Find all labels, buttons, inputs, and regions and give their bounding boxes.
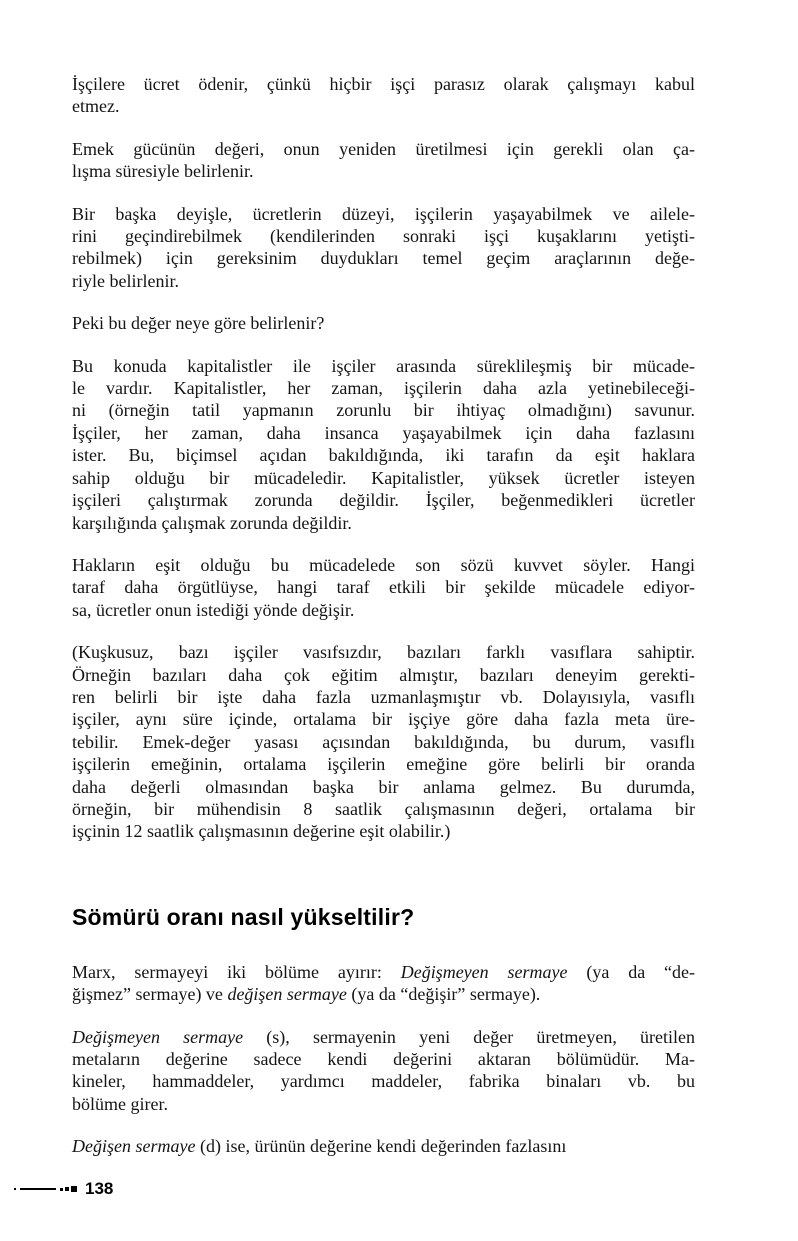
section-heading: Sömürü oranı nasıl yükseltilir? [72, 903, 415, 930]
text-line [72, 664, 695, 686]
text-segment: ğişmez” sermaye) ve [72, 984, 228, 1005]
text-line [72, 95, 695, 117]
text-line [72, 641, 695, 663]
text-line [72, 73, 695, 95]
text-segment: Bu konuda kapitalistler ile işçiler arasında süreklileşmiş bir mücade- [72, 355, 695, 376]
text-line [72, 983, 695, 1005]
text-line [72, 708, 695, 730]
text-line [72, 225, 695, 247]
text-segment: İşçilere ücret ödenir, çünkü hiçbir işçi parasız olarak çalışmayı kabul [72, 74, 695, 94]
text-segment: karşılığında çalışmak zorunda değildir. [72, 512, 352, 533]
text-line [72, 731, 695, 753]
text-segment: (ya da “de- [567, 961, 696, 982]
text-line [72, 1093, 695, 1115]
text-line [72, 422, 695, 444]
text-segment: (s), sermayenin yeni değer üretmeyen, üretilen [243, 1026, 695, 1047]
paragraph [72, 312, 695, 334]
paragraph [72, 355, 695, 534]
footer-square-icon [71, 1186, 77, 1192]
text-segment: Emek gücünün değeri, onun yeniden üretilmesi için gerekli olan ça- [72, 138, 695, 159]
text-segment: metaların değerine sadece kendi değerini aktaran bölümüdür. Ma- [72, 1049, 695, 1069]
text-segment: taraf daha örgütlüyse, hangi taraf etkili bir şekilde mücadele ediyor- [72, 577, 695, 598]
text-line [72, 270, 695, 292]
text-line [72, 160, 695, 182]
text-line [72, 355, 695, 377]
paragraph [72, 641, 695, 843]
footer-square-icon [60, 1188, 63, 1191]
text-segment: Bir başka deyişle, ücretlerin düzeyi, işçilerin yaşayabilmek ve ailele- [72, 203, 695, 224]
italic-term: Değişmeyen sermaye [400, 961, 568, 982]
text-segment: işçilerin emeğinin, ortalama işçilerin emeğine göre belirli bir oranda [72, 754, 695, 775]
text-line [72, 377, 695, 399]
text-line [72, 489, 695, 511]
text-line [72, 776, 695, 798]
text-line [72, 576, 695, 598]
text-line [72, 798, 695, 820]
text-segment: rini geçindirebilmek (kendilerinden sonraki işçi kuşaklarını yetişti- [72, 226, 695, 247]
text-segment: bölüme girer. [72, 1093, 168, 1114]
text-segment: (ya da “değişir” sermaye). [346, 984, 541, 1005]
text-segment: Hakların eşit olduğu bu mücadelede son sözü kuvvet söyler. Hangi [72, 554, 695, 575]
text-line [72, 961, 695, 983]
italic-term: değişen sermaye [227, 984, 347, 1005]
text-line [72, 1048, 695, 1070]
page-body [72, 73, 695, 1178]
text-line [72, 138, 695, 160]
text-line [72, 1070, 695, 1092]
text-segment: etmez. [72, 96, 120, 117]
text-segment: (Kuşkusuz, bazı işçiler vasıfsızdır, bazıları farklı vasıflara sahiptir. [72, 642, 695, 663]
text-line [72, 399, 695, 421]
italic-term: Değişmeyen sermaye [72, 1026, 244, 1047]
text-segment: işçileri çalıştırmak zorunda değildir. İşçiler, beğenmedikleri ücretler [72, 490, 695, 511]
page-number: 138 [85, 1179, 114, 1198]
paragraph [72, 73, 695, 118]
paragraph [72, 1135, 695, 1157]
text-segment: Marx, sermayeyi iki bölüme ayırır: [72, 961, 401, 982]
text-line [72, 444, 695, 466]
paragraph [72, 1026, 695, 1116]
text-segment: ni (örneğin tatil yapmanın zorunlu bir ihtiyaç olmadığını) savunur. [72, 400, 695, 421]
text-line [72, 599, 695, 621]
text-line [72, 203, 695, 225]
paragraph [72, 203, 695, 293]
paragraph [72, 961, 695, 1006]
text-line [72, 753, 695, 775]
text-line [72, 686, 695, 708]
text-segment: tebilir. Emek-değer yasası açısından bakıldığında, bu durum, vasıflı [72, 731, 695, 752]
text-segment: Örneğin bazıları daha çok eğitim almıştır, bazıları deneyim gerekti- [72, 664, 695, 685]
text-segment: İşçiler, her zaman, daha insanca yaşayabilmek için daha fazlasını [72, 422, 695, 443]
text-segment: kineler, hammaddeler, yardımcı maddeler, fabrika binaları vb. bu [72, 1071, 695, 1092]
text-segment: lışma süresiyle belirlenir. [72, 161, 254, 182]
text-segment: işçiler, aynı süre içinde, ortalama bir işçiye göre daha fazla meta üre- [72, 709, 695, 730]
text-segment: sahip olduğu bir mücadeledir. Kapitalistler, yüksek ücretler isteyen [72, 467, 695, 488]
text-segment: sa, ücretler onun istediği yönde değişir. [72, 599, 355, 620]
italic-term: Değişen sermaye [72, 1136, 196, 1157]
text-line [72, 247, 695, 269]
text-segment: le vardır. Kapitalistler, her zaman, işçilerin daha azla yetinebileceği- [72, 378, 695, 399]
text-segment: ren belirli bir işte daha fazla uzmanlaşmıştır vb. Dolayısıyla, vasıflı [72, 686, 695, 707]
text-segment: rebilmek) için gereksinim duydukları temel geçim araçlarının değe- [72, 248, 695, 269]
footer-rule-decoration [20, 1188, 56, 1190]
text-line [72, 312, 695, 334]
text-segment: Peki bu değer neye göre belirlenir? [72, 313, 325, 334]
text-segment: daha değerli olmasından başka bir anlama gelmez. Bu durumda, [72, 776, 695, 797]
text-line [72, 820, 695, 842]
paragraph [72, 138, 695, 183]
text-line [72, 1026, 695, 1048]
footer-square-icon [65, 1187, 69, 1191]
text-line [72, 554, 695, 576]
footer-dot-decoration [14, 1188, 16, 1190]
text-segment: riyle belirlenir. [72, 270, 179, 291]
text-segment: ister. Bu, biçimsel açıdan bakıldığında, iki tarafın da eşit haklara [72, 445, 695, 466]
paragraph [72, 554, 695, 621]
text-line [72, 512, 695, 534]
text-line [72, 467, 695, 489]
page-footer [14, 1180, 113, 1198]
text-segment: örneğin, bir mühendisin 8 saatlik çalışmasının değeri, ortalama bir [72, 798, 695, 819]
text-segment: işçinin 12 saatlik çalışmasının değerine eşit olabilir.) [72, 821, 451, 842]
text-segment: (d) ise, ürünün değerine kendi değerinden fazlasını [195, 1136, 567, 1157]
text-line [72, 1135, 695, 1157]
